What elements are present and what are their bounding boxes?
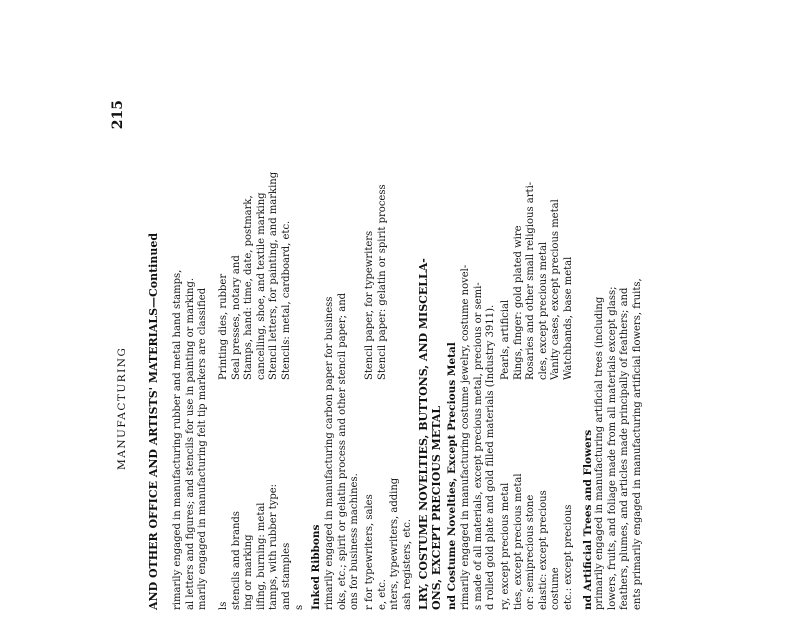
text-line: s made of all materials, except precious metal, precious or semi-: [472, 282, 484, 610]
list-item: cancelling, shoe, and textile marking: [255, 192, 267, 380]
list-item: ing or marking: [243, 534, 255, 610]
stamps-products-right: [218, 90, 294, 380]
list-item: Stamps, hand: time, date, postmark,: [243, 195, 255, 380]
list-item: Rings, finger: gold plated wire: [512, 225, 524, 380]
stamps-intro: [172, 90, 210, 610]
list-item: s: [293, 604, 305, 610]
list-item: Stencil paper: gelatin or spirit process: [376, 184, 388, 380]
list-item: Printing dies, rubber: [218, 273, 229, 380]
text-line: feathers, plumes, and articles made principally of feathers; and: [619, 287, 631, 610]
ribbons-heading: Inked Ribbons: [310, 524, 322, 610]
list-item: cles, except precious metal: [537, 241, 549, 380]
list-item: Watchbands, base metal: [562, 256, 574, 380]
list-item: stencils and brands: [230, 511, 242, 610]
heading-continued: AND OTHER OFFICE AND ARTISTS' MATERIALS—Continued: [147, 232, 160, 610]
section-heading: [418, 258, 443, 610]
list-item: etc.: except precious: [562, 504, 574, 610]
list-item: ash registers, etc.: [401, 518, 413, 610]
text-line: rimarily engaged in manufacturing carbon paper for business: [324, 296, 335, 610]
list-item: tamps, with rubber type:: [268, 483, 280, 610]
rotated-text-sheet: [110, 90, 670, 610]
stamps-products-left: [218, 410, 306, 610]
list-item: e, etc.: [376, 579, 388, 610]
text-line: ents primarily engaged in manufacturing artificial flowers, fruits,: [631, 278, 643, 610]
costume-products-right: [500, 90, 576, 380]
list-item: costume: [550, 567, 562, 610]
list-item: r for typewriters, sales: [364, 494, 375, 610]
list-item: elastic: except precious: [537, 490, 549, 610]
text-line: primarily engaged in manufacturing artificial trees (including: [594, 296, 605, 610]
flowers-heading: nd Artificial Trees and Flowers: [582, 429, 594, 610]
costume-intro: [460, 90, 498, 610]
list-item: Stencil paper, for typewriters: [364, 230, 375, 380]
text-line: ons for business machines.: [349, 473, 361, 610]
costume-heading: nd Costume Novelties, Except Precious Metal: [446, 342, 458, 610]
list-item: Rosaries and other small religious arti-: [525, 181, 537, 380]
list-item: and stamples: [280, 542, 292, 610]
list-item: Seal presses, notary and: [230, 255, 242, 380]
list-item: or: semiprecious stone: [525, 494, 537, 610]
text-line: al letters and figures; and stencils for use in painting or marking.: [184, 277, 196, 610]
text-line: oks, etc.; spirit or gelatin process and other stencil paper; and: [336, 292, 348, 610]
list-item: ry, except precious metal: [500, 482, 511, 610]
ribbons-products-right: [364, 90, 389, 380]
list-item: nters, typewriters, adding: [389, 477, 401, 610]
costume-products-left: [500, 410, 576, 610]
list-item: Stencil letters, for painting, and marking: [268, 171, 280, 380]
section-heading-line: ONS, EXCEPT PRECIOUS METAL: [429, 405, 443, 610]
text-line: rimarily engaged in manufacturing rubber and metal hand stamps,: [172, 269, 183, 610]
text-line: rimarily engaged in manufacturing costume jewelry, costume novel-: [460, 264, 471, 610]
ribbons-intro: [324, 90, 362, 610]
page-header: [110, 90, 140, 610]
running-title: MANUFACTURING: [116, 346, 128, 470]
list-item: ties, except precious metal: [512, 473, 524, 610]
ribbons-products-left: [364, 410, 414, 610]
list-item: ls: [218, 601, 229, 610]
flowers-intro: [594, 90, 644, 610]
list-item: Vanity cases, except precious metal: [550, 199, 562, 380]
text-line: marily engaged in manufacturing felt tip markers are classified: [197, 287, 209, 610]
list-item: Stencils: metal, cardboard, etc.: [280, 220, 292, 380]
section-heading-line: LRY, COSTUME NOVELTIES, BUTTONS, AND MISCELLA-: [417, 258, 430, 610]
list-item: Pearls, artificial: [500, 299, 511, 380]
list-item: ilfing, burning: metal: [255, 502, 267, 610]
page-number: 215: [110, 100, 126, 130]
text-line: lowers, fruits, and foliage made from all materials except glass;: [606, 286, 618, 610]
text-line: d rolled gold plate and gold filled materials (Industry 3911).: [485, 304, 497, 610]
